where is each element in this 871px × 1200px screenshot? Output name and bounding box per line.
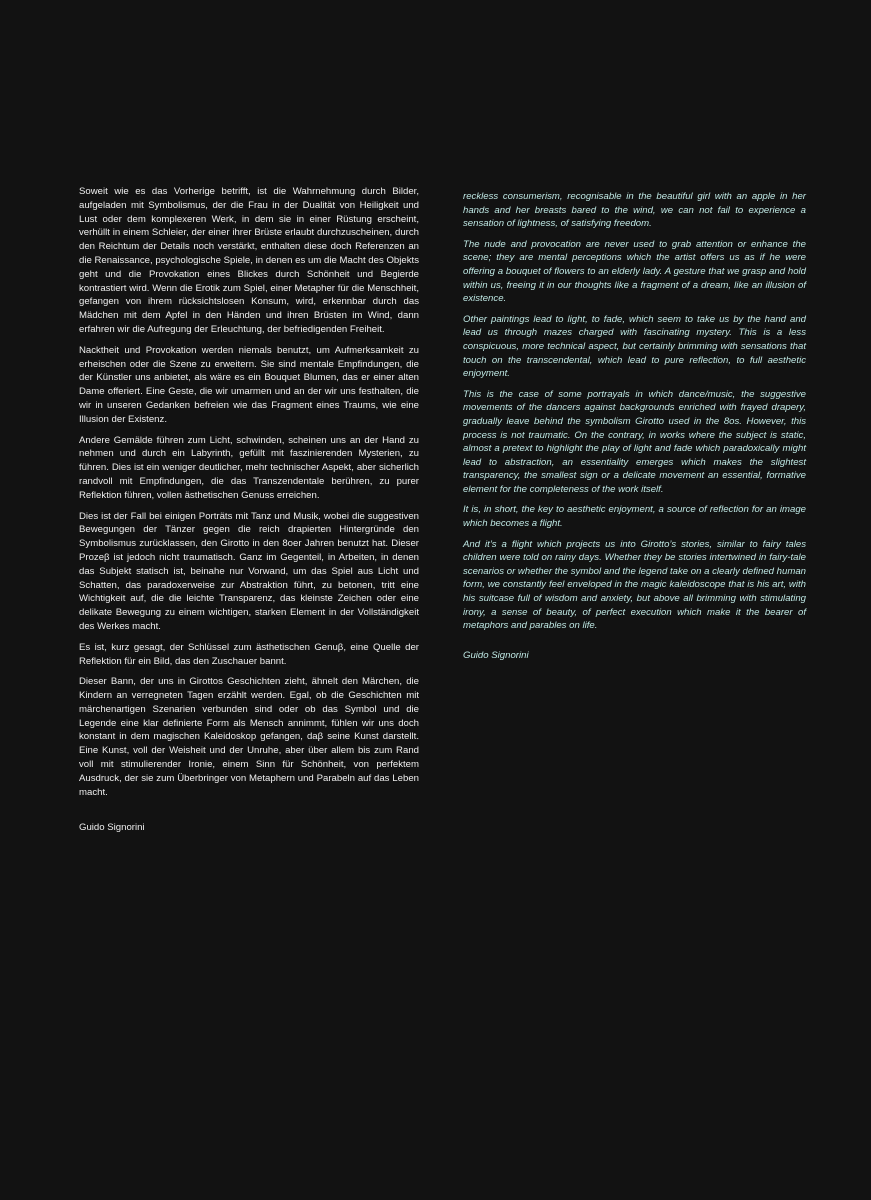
english-paragraph-4: This is the case of some portrayals in which dance/music, the suggestive movements of the dancers against backgrounds enriched with frayed drapery, gradually leave behind the symbolism Girotto used in the 8os. However, this process is not traumatic. On the contrary, in works where the subject is static, almost a pretext to highlight the play of light and fade which paradoxically might lead to abstraction, an essentiality emerges which makes the slightest transparency, the smallest sign or a delicate movement an essential, formative element for the completeness of the work itself.: [463, 388, 806, 495]
english-paragraph-3: Other paintings lead to light, to fade, which seem to take us by the hand and lead us through mazes charged with fascinating mystery. This is a less conspicuous, more technical aspect, but certainly brimming with sensations that touch on the transcendental, which lead to pure reflection, to full aesthetic enjoyment.: [463, 313, 806, 380]
english-paragraph-5: It is, in short, the key to aesthetic enjoyment, a source of reflection for an image which becomes a flight.: [463, 504, 806, 530]
english-paragraph-6: And it’s a flight which projects us into Girotto’s stories, similar to fairy tales children were told on rainy days. Whether they be stories intertwined in fairy-tale scenarios or whether the symbol and the legend take on a clearly defined human form, we constantly feel enveloped in the magic kaleidoscope that is his art, with his suitcase full of wisdom and anxiety, but above all brimming with stimulating irony, a sense of beauty, of perfect execution which make it the bearer of metaphors and parables on life.: [463, 538, 806, 632]
german-paragraph-4: Dies ist der Fall bei einigen Porträts mit Tanz und Musik, wobei die suggestiven Bewegungen der Tänzer gegen die reich drapierten Hintergründe den Symbolismus zurücklassen, den Girotto in den 8oer Jahren benutzt hat. Dieser Prozeβ ist jedoch nicht traumatisch. Ganz im Gegenteil, in Arbeiten, in denen das Subjekt statisch ist, beinahe nur Vorwand, um das Spiel aus Licht und Schatten, das paradoxerweise zur Abstraktion führt, zu betonen, tritt eine Wichtigkeit auf, die die leichte Transparenz, das kleinste Zeichen oder eine delikate Bewegung zu einem wichtigen, starken Element in der Vollständigkeit des Werkes macht.: [79, 510, 419, 632]
german-signature: Guido Signorini: [79, 822, 145, 834]
english-paragraph-2: The nude and provocation are never used to grab attention or enhance the scene; they are mental perceptions which the artist offers us as if he were offering a bouquet of flowers to an elderly lady. A gesture that we grasp and hold within us, freeing it in our thoughts like a fragment of a dream, like an illusion of existence.: [463, 238, 806, 305]
german-paragraph-3: Andere Gemälde führen zum Licht, schwinden, scheinen uns an der Hand zu nehmen und durch ein Labyrinth, gefüllt mit faszinierenden Mysterien, zu führen. Dies ist ein weniger deutlicher, mehr technischer Aspekt, aber sicherlich randvoll mit Empfindungen, die das Transzendentale berühren, zu purer Reflektion führen, vollen ästhetischen Genuss erreichen.: [79, 434, 419, 501]
german-paragraph-1: Soweit wie es das Vorherige betrifft, ist die Wahrnehmung durch Bilder, aufgeladen mit Symbolismus, der die Frau in der Dualität von Heiligkeit und Lust oder dem komplexeren Werk, in dem sie in einer Rüstung erscheint, verhüllt in einem Schleier, der einer ihrer Brüste erlaubt durchzuscheinen, durch den Reichtum der Details noch verstärkt, enthalten diese doch Referenzen an die Renaissance, psychologische Spiele, in denen es um die Macht des Objekts geht und die Provokation eines Blickes durch Schönheit und Begierde kontrastiert wird. Wenn die Erotik zum Spiel, einer Metapher für die Menschheit, gefangen von ihrem rücksichtslosen Konsum, wird, erkennbar durch das Mädchen mit dem Apfel in den Händen und ihren Brüsten im Wind, dann erfahren wir die Aufregung der Erleuchtung, der befriedigenden Freiheit.: [79, 186, 419, 335]
german-paragraph-2: Nacktheit und Provokation werden niemals benutzt, um Aufmerksamkeit zu erheischen oder die Szene zu erweitern. Sie sind mentale Empfindungen, die der Künstler uns anbietet, als wäre es ein Bouquet Blumen, das er einer alten Dame offeriert. Eine Geste, die wir umarmen und an der wir uns festhalten, die wir in unseren Gedanken befreien wie das Fragment eines Traums, wie eine Illusion der Existenz.: [79, 344, 419, 425]
german-paragraph-6: Dieser Bann, der uns in Girottos Geschichten zieht, ähnelt den Märchen, die Kindern an verregneten Tagen erzählt werden. Egal, ob die Geschichten mit märchenartigen Szenarien verbunden sind oder ob das Symbol und die Legende eine klar definierte Form als Mensch annimmt, fühlen wir uns doch konstant in dem magischen Kaleidoskop gefangen, daβ seine Kunst darstellt. Eine Kunst, voll der Weisheit und der Unruhe, aber über allem bis zum Rand voll mit stimulierender Ironie, einem Sinn für Schönheit, von perfektem Ausdruck, der sie zum Überbringer von Metaphern und Parabeln auf das Leben macht.: [79, 676, 419, 798]
english-text-column: [463, 190, 806, 669]
german-paragraph-5: Es ist, kurz gesagt, der Schlüssel zum ästhetischen Genuβ, eine Quelle der Reflektion für ein Bild, das den Zuschauer bannt.: [79, 641, 419, 667]
german-text-column: [79, 185, 419, 842]
english-paragraph-1: reckless consumerism, recognisable in the beautiful girl with an apple in her hands and her breasts bared to the wind, we can not fail to experience a sensation of lightness, of satisfying freedom.: [463, 191, 806, 230]
english-signature: Guido Signorini: [463, 649, 529, 661]
